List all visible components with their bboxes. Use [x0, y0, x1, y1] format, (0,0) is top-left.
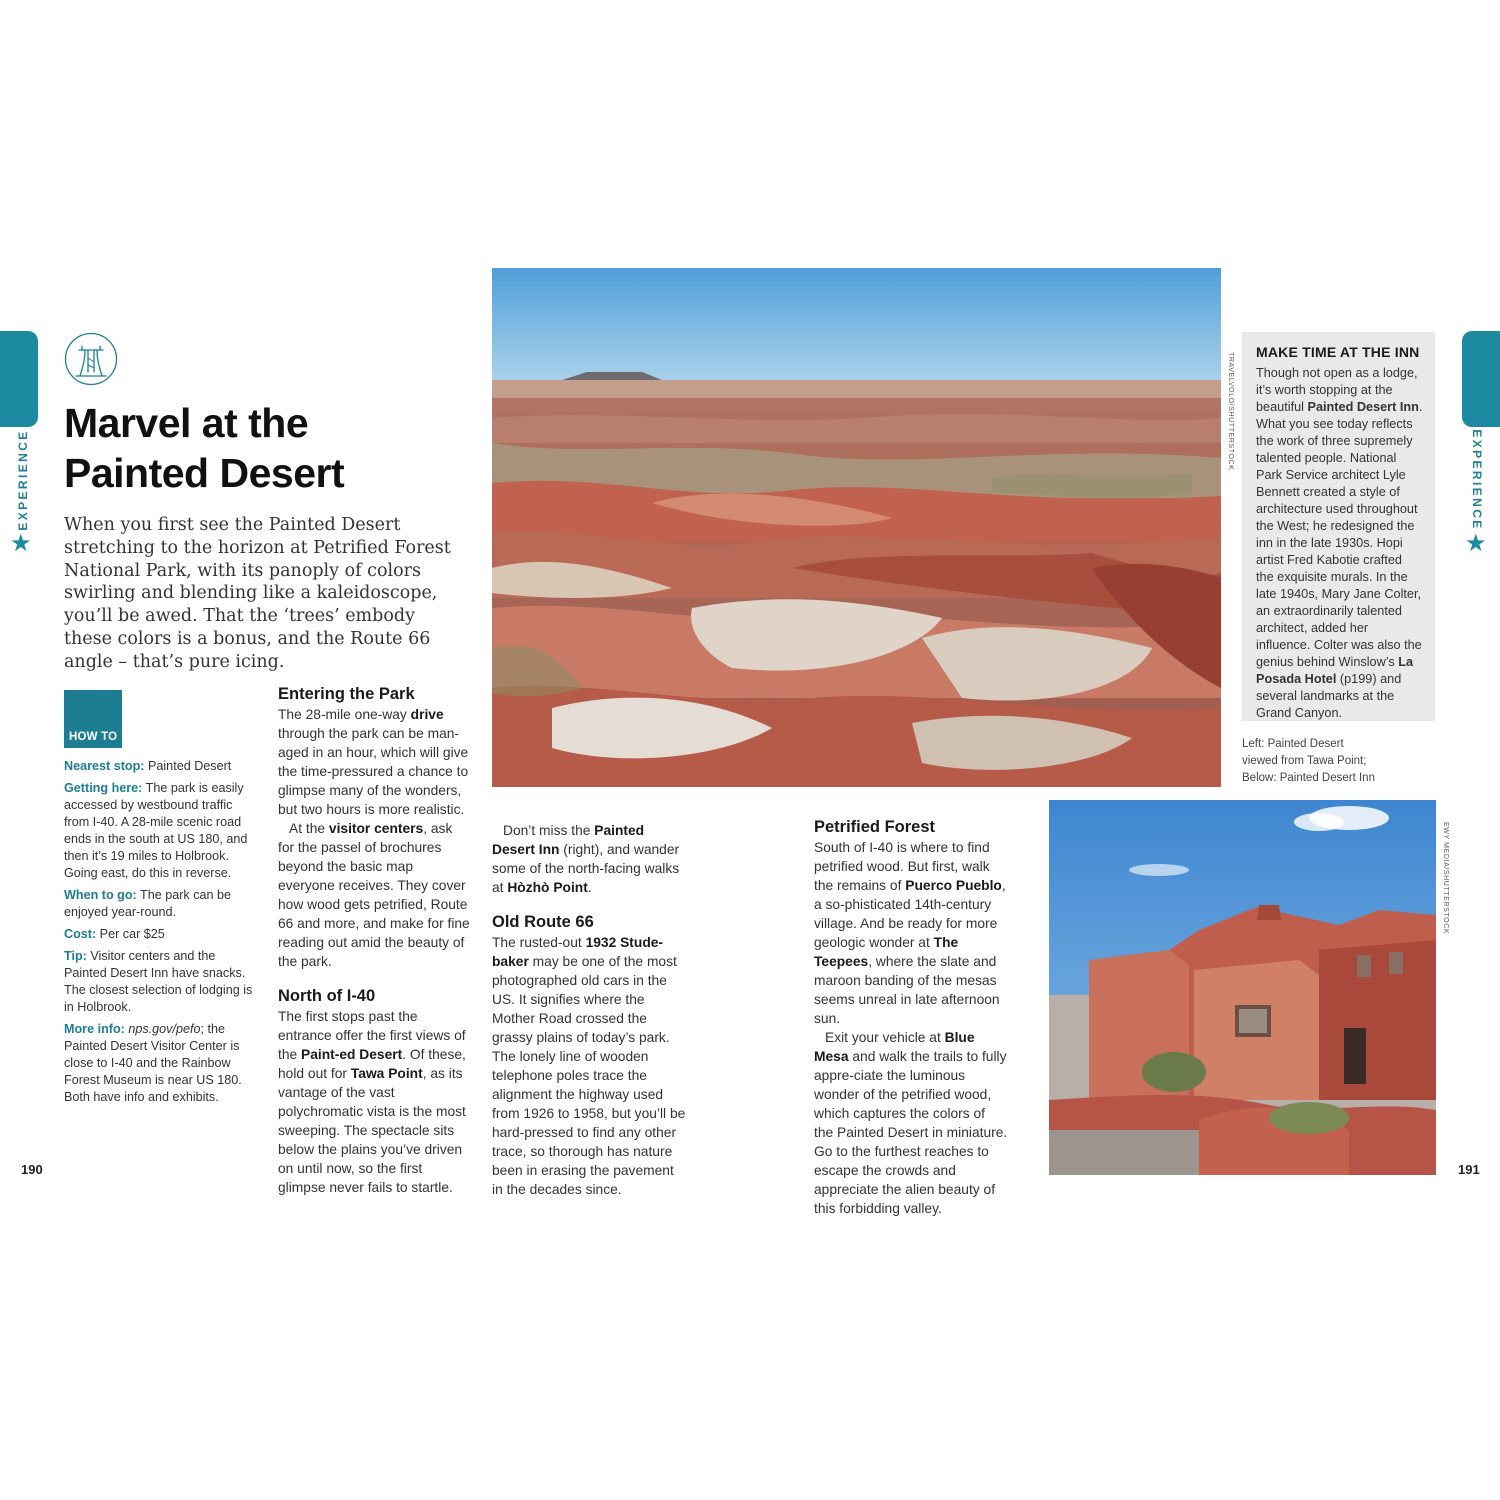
sidebar-text: Though not open as a lodge, it’s worth stopping at the beautiful Painted Desert Inn. What you see today reflects the work of three supremely talented people. National Park Service architect Lyle Bennett created a style of architecture used throughout the West; he redesigned the inn in the late 1930s. Hopi artist Fred Kabotie crafted the exquisite murals. In the late 1940s, Mary Jane Colter, an extraordinarily talented architect, added her influence. Colter was also the genius behind Winslow’s La Posada Hotel (p199) and several landmarks at the Grand Canyon. [1256, 366, 1423, 720]
page-number-left: 190 [21, 1162, 43, 1177]
photo-credit-2: EWY MEDIA/SHUTTERSTOCK [1442, 822, 1449, 935]
intro-paragraph: When you first see the Painted Desert stretching to the horizon at Petrified Forest National Park, with its panoply of colors swirling and blending like a kaleidoscope, you’ll be awed. That the ‘trees’ embody these colors is a bonus, and the Route 66 angle – that’s pure icing. [64, 515, 451, 672]
info-text: Visitor centers and the Painted Desert Inn have snacks. The closest selection of lodging is in Holbrook. [64, 949, 253, 1014]
paragraph: The 28-mile one-way drive through the park can be man-aged in an hour, which will give the time-pressured a chance to glimpse many of the wonders, but two hours is more realistic. [278, 707, 469, 817]
info-label: Tip: [64, 949, 87, 963]
column-2 [492, 821, 686, 1199]
column-3 [814, 817, 1008, 1218]
star-icon: ★ [1465, 530, 1487, 557]
caption-line: Below: Painted Desert Inn [1242, 772, 1375, 784]
info-nearest [64, 758, 260, 775]
paragraph: Exit your vehicle at Blue Mesa and walk the trails to fully appre-ciate the luminous wonder of the petrified wood, which captures the colors of the Painted Desert in miniature. Go to the furthest reaches to escape the crowds and appreciate the alien beauty of this forbidding valley. [814, 1030, 1008, 1216]
side-label-left: EXPERIENCE [16, 429, 30, 531]
info-text: Painted Desert [144, 759, 232, 773]
sidebar-make-time-at-the-inn [1242, 332, 1435, 721]
info-cost [64, 926, 260, 943]
info-label: Nearest stop: [64, 759, 145, 773]
caption-line: Left: Painted Desert [1242, 738, 1344, 750]
info-text: Per car $25 [96, 927, 165, 941]
info-text: The park can be enjoyed year-round. [64, 888, 232, 919]
caption-line: viewed from Tawa Point; [1242, 755, 1367, 767]
more-info-link[interactable]: nps.gov/pefo [128, 1022, 201, 1036]
paragraph: The rusted-out 1932 Stude-baker may be one of the most photographed old cars in the US. It signifies where the Mother Road crossed the grassy plains of today’s park. The lonely line of wooden telephone poles trace the alignment the highway used from 1926 to 1958, but you’ll be hard-pressed to find any other trace, so thorough has nature been in erasing the pavement in the decades since. [492, 935, 686, 1197]
heading-petrified-forest: Petrified Forest [814, 818, 936, 836]
info-getting [64, 780, 260, 882]
title-line-2: Painted Desert [64, 450, 345, 496]
column-1 [278, 684, 472, 1197]
info-tip [64, 948, 260, 1016]
photo-caption [1242, 736, 1432, 787]
info-label: More info: [64, 1022, 125, 1036]
side-tab-left [0, 331, 38, 427]
paragraph: At the visitor centers, ask for the passel of brochures beyond the basic map everyone receives. They cover how wood gets petrified, Route 66 and more, and make for fine reading out amid the beauty of the park. [278, 821, 470, 969]
photo-credit-1: TRAVELVOLO/SHUTTERSTOCK [1227, 352, 1234, 471]
info-more [64, 1021, 260, 1106]
title-line-1: Marvel at the [64, 400, 309, 446]
sidebar-title: MAKE TIME AT THE INN [1256, 344, 1420, 360]
page-title [64, 398, 464, 498]
page-number-right: 191 [1458, 1162, 1480, 1177]
painted-desert-photo [492, 268, 1221, 787]
paragraph: The first stops past the entrance offer the first views of the Paint-ed Desert. Of these, hold out for Tawa Point, as its vantage of the vast polychromatic vista is the most sweeping. The spectacle sits below the plains you’ve driven on until now, so the first glimpse never fails to startle. [278, 1009, 466, 1195]
star-icon: ★ [10, 530, 32, 557]
info-text: ; the Painted Desert Visitor Center is close to I-40 and the Rainbow Forest Museum is near US 180. Both have info and exhibits. [64, 1022, 242, 1104]
painted-desert-inn-photo [1049, 800, 1436, 1175]
info-when [64, 887, 260, 921]
info-label: Getting here: [64, 781, 143, 795]
paragraph: South of I-40 is where to find petrified wood. But first, walk the remains of Puerco Pueblo, a so-phisticated 14th-century village. And be ready for more geologic wonder at The Teepees, where the slate and maroon banding of the mesas seems unreal in late afternoon sun. [814, 840, 1006, 1026]
heading-entering-the-park: Entering the Park [278, 685, 415, 703]
how-to-badge [64, 690, 122, 748]
info-label: Cost: [64, 927, 97, 941]
side-label-right: EXPERIENCE [1470, 429, 1484, 531]
info-label: When to go: [64, 888, 137, 902]
how-to-label: HOW TO [69, 731, 118, 743]
how-to-info [64, 758, 260, 1111]
paragraph: Don’t miss the Painted Desert Inn (right), and wander some of the north-facing walks at Hòzhò Point. [492, 823, 680, 895]
petrified-tree-badge-icon [64, 332, 118, 386]
info-text: The park is easily accessed by westbound traffic from I-40. A 28-mile scenic road ends in the south at US 180, and then it’s 19 miles to Holbrook. Going east, do this in reverse. [64, 781, 248, 880]
heading-north-of-i40: North of I-40 [278, 987, 376, 1005]
side-tab-right [1462, 331, 1500, 427]
heading-old-route-66: Old Route 66 [492, 913, 594, 931]
